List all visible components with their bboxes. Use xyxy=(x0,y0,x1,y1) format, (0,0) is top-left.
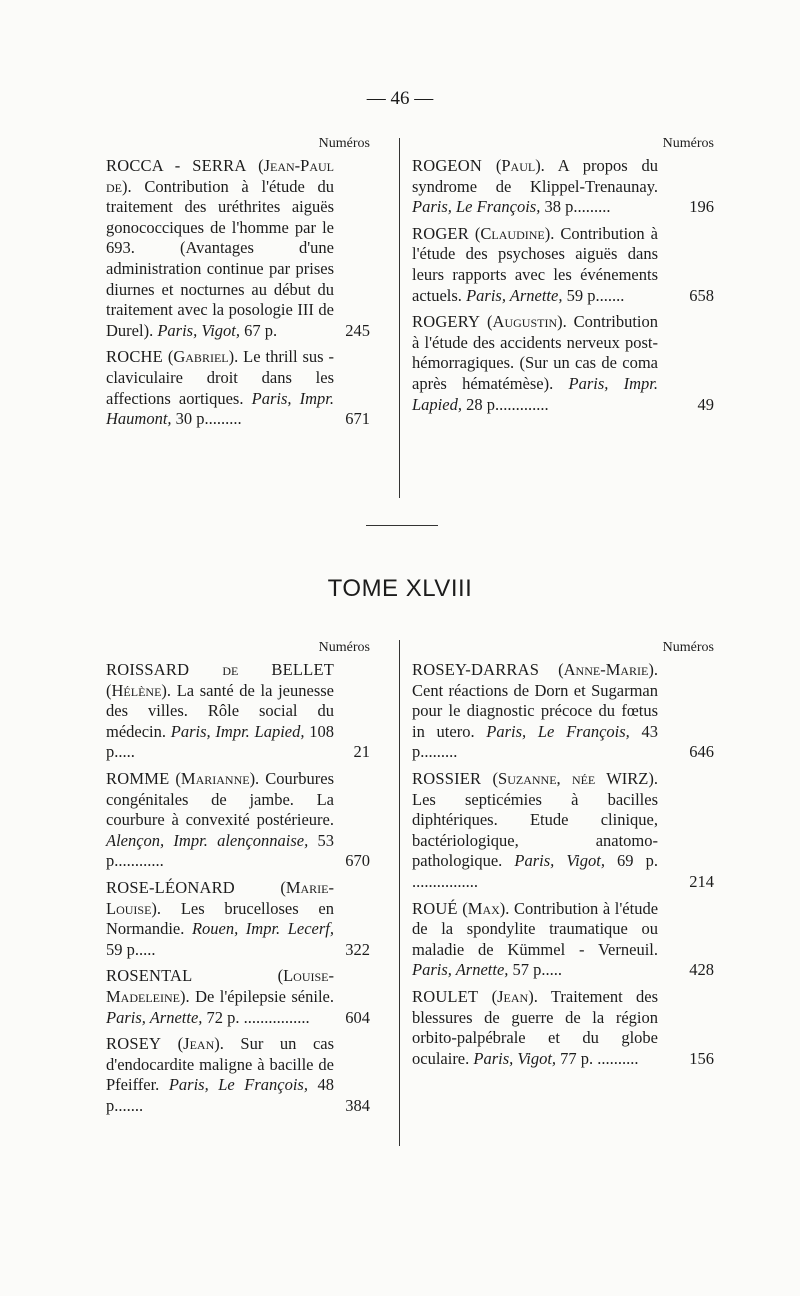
entry-pages: 59 p..... xyxy=(106,939,156,959)
entry-pages: 77 p. .......... xyxy=(560,1048,639,1068)
entry-surname: ROCCA - SERRA xyxy=(106,156,247,175)
entry-title: Courbures congénitales de jambe. La courbure à convexité postérieure. xyxy=(106,768,334,830)
column-header: Numéros xyxy=(662,136,714,151)
entry-surname: ROSEY-DARRAS xyxy=(412,660,540,679)
entry-pages: 38 p......... xyxy=(544,197,611,217)
lower-section xyxy=(0,636,800,1156)
entry-pages: 30 p......... xyxy=(175,409,242,429)
entry-surname: ROGER xyxy=(412,223,469,243)
entry-given-name: (Claudine). xyxy=(474,223,555,243)
entry-number: 670 xyxy=(345,851,370,871)
entry-given-name: (Jean). xyxy=(177,1034,224,1054)
entry-number: 428 xyxy=(689,960,714,980)
entry-title: Les brucelloses en Normandie. xyxy=(106,898,334,939)
entry-title: Contribution à l'étude des psychoses aiguës dans leurs rapports avec les événements actuels. xyxy=(412,223,658,305)
entry-surname: ROMME xyxy=(106,768,170,788)
right-column xyxy=(412,636,714,1075)
entry-number: 646 xyxy=(689,742,714,762)
entry-surname: ROSENTAL xyxy=(106,966,193,986)
entry-pages: 57 p..... xyxy=(512,960,563,980)
entry-number: 21 xyxy=(353,742,370,762)
index-entry xyxy=(106,156,370,341)
entry-surname: ROSSIER xyxy=(412,768,482,788)
index-entry xyxy=(106,878,370,960)
index-entry xyxy=(106,1034,370,1116)
entry-publisher: Paris, Vigot, xyxy=(514,851,605,871)
entry-given-name: (Jean-Paul de). xyxy=(106,156,335,196)
entry-pages: 59 p....... xyxy=(566,285,625,305)
entry-number: 156 xyxy=(689,1048,714,1068)
entry-pages: 72 p. ................ xyxy=(206,1007,310,1027)
entry-pages: 67 p. xyxy=(244,320,278,340)
entry-publisher: Paris, Arnette, xyxy=(106,1007,203,1027)
entry-given-name: (Suzanne, née WIRZ). xyxy=(492,768,659,788)
entry-title: La santé de la jeunesse des villes. Rôle social du médecin. xyxy=(106,680,334,741)
entry-given-name: (Marie-Louise). xyxy=(106,877,334,918)
entry-title: Traitement des blessures de guerre de la région orbito-palpébrale et du globe oculaire. xyxy=(412,986,659,1068)
entry-surname: ROGERY xyxy=(412,312,481,332)
entry-title: A propos du syndrome de Klippel-Trenaunay. xyxy=(412,156,659,196)
entry-title: De l'épilepsie sénile. xyxy=(195,986,335,1006)
column-header: Numéros xyxy=(662,640,714,655)
entry-given-name: (Jean). xyxy=(491,986,538,1006)
entry-pages: 53 p............ xyxy=(106,830,334,871)
entry-surname: ROCHE xyxy=(106,347,163,367)
upper-section xyxy=(0,132,800,512)
entry-pages: 28 p............. xyxy=(466,394,549,414)
entry-publisher: Paris, Le François, xyxy=(486,721,630,741)
left-column xyxy=(106,636,370,1122)
entry-title: Contribution à l'étude de la spondylite traumatique ou maladie de Kümmel - Verneuil. xyxy=(412,898,659,959)
entry-given-name: (Paul). xyxy=(495,156,545,175)
entry-publisher: Paris, Arnette, xyxy=(466,285,563,305)
entry-publisher: Paris, Vigot, xyxy=(157,320,240,340)
entry-pages: 108 p..... xyxy=(106,721,335,762)
page-number: — 46 — xyxy=(366,88,434,109)
entry-given-name: (Augustin). xyxy=(487,312,567,332)
entry-number: 49 xyxy=(697,394,714,414)
entry-given-name: (Max). xyxy=(462,898,510,918)
column-divider xyxy=(399,138,400,498)
entry-given-name: (Anne-Marie). xyxy=(558,660,658,679)
entry-publisher: Paris, Le François, xyxy=(168,1075,308,1095)
entry-given-name: (Gabriel). xyxy=(167,347,239,367)
entry-surname: ROGEON xyxy=(412,156,482,175)
entry-number: 245 xyxy=(345,320,370,340)
entry-title: Cent réactions de Dorn et Sugarman pour le diagnostic précoce du fœtus in utero. xyxy=(412,680,658,741)
entry-surname: ROUÉ xyxy=(412,898,458,918)
entry-title: Sur un cas d'endocardite maligne à bacille de Pfeiffer. xyxy=(106,1034,335,1095)
entry-given-name: (Hélène). xyxy=(106,680,172,700)
entry-number: 671 xyxy=(345,409,370,429)
right-column xyxy=(412,132,714,421)
left-column xyxy=(106,132,370,436)
section-rule xyxy=(366,525,438,526)
index-entry xyxy=(412,660,714,763)
index-entry xyxy=(412,769,714,893)
entry-surname: ROULET xyxy=(412,986,479,1006)
entry-surname: ROSE-LÉONARD xyxy=(106,877,235,897)
entry-pages: 69 p. ................ xyxy=(412,851,658,891)
index-entry xyxy=(412,312,714,415)
entry-surname-2: BELLET xyxy=(271,660,335,679)
entry-publisher: Paris, Vigot, xyxy=(473,1048,557,1068)
entry-publisher: Paris, Arnette, xyxy=(412,960,509,980)
index-entry xyxy=(412,224,714,306)
index-entry xyxy=(106,966,370,1028)
entry-publisher: Paris, Impr. Lapied, xyxy=(412,373,658,414)
entry-number: 658 xyxy=(689,285,714,305)
index-entry xyxy=(106,660,370,763)
entry-publisher: Paris, Impr. Lapied, xyxy=(170,721,305,741)
entry-number: 384 xyxy=(345,1095,370,1115)
entry-title: Le thrill sus - claviculaire droit dans les affections aortiques. xyxy=(106,347,335,408)
entry-publisher: Rouen, Impr. Lecerf, xyxy=(191,919,335,939)
index-entry xyxy=(106,347,370,429)
entry-title: Les septicémies à bacilles diphtériques. Etude clinique, bactériologique, anatomo-pathologique. xyxy=(412,789,658,871)
column-header: Numéros xyxy=(318,640,370,655)
index-entry xyxy=(412,899,714,981)
entry-publisher: Paris, Impr. Haumont, xyxy=(106,388,334,429)
tome-heading: TOME XLVIII xyxy=(327,575,473,602)
column-header: Numéros xyxy=(318,136,370,151)
entry-surname: ROSEY xyxy=(106,1034,162,1054)
entry-pages: 48 p....... xyxy=(106,1075,335,1115)
entry-publisher: Paris, Le François, xyxy=(412,197,541,217)
column-divider xyxy=(399,640,400,1146)
entry-title: Contribution à l'étude du traitement des uréthrites aiguës gonococciques de l'homme par le 693. (Avantages d'une administration continue par prises diurnes et nocturnes au début du traitement avec la posologie III de Durel). xyxy=(106,176,334,340)
entry-title: Contribution à l'étude des accidents nerveux post-hémorragiques. (Sur un cas de coma après hématémèse). xyxy=(412,312,658,393)
entry-publisher: Alençon, Impr. alençonnaise, xyxy=(106,830,309,850)
index-entry xyxy=(106,769,370,872)
entry-number: 322 xyxy=(345,939,370,959)
entry-number: 214 xyxy=(689,871,714,891)
entry-given-name: (Louise-Madeleine). xyxy=(106,966,334,1006)
entry-particle: de xyxy=(222,660,239,679)
entry-number: 604 xyxy=(345,1007,370,1027)
entry-number: 196 xyxy=(689,197,714,217)
index-entry xyxy=(412,987,714,1069)
entry-given-name: (Marianne). xyxy=(175,768,260,788)
entry-surname: ROISSARD xyxy=(106,660,190,679)
index-entry xyxy=(412,156,714,218)
entry-pages: 43 p......... xyxy=(412,721,659,762)
